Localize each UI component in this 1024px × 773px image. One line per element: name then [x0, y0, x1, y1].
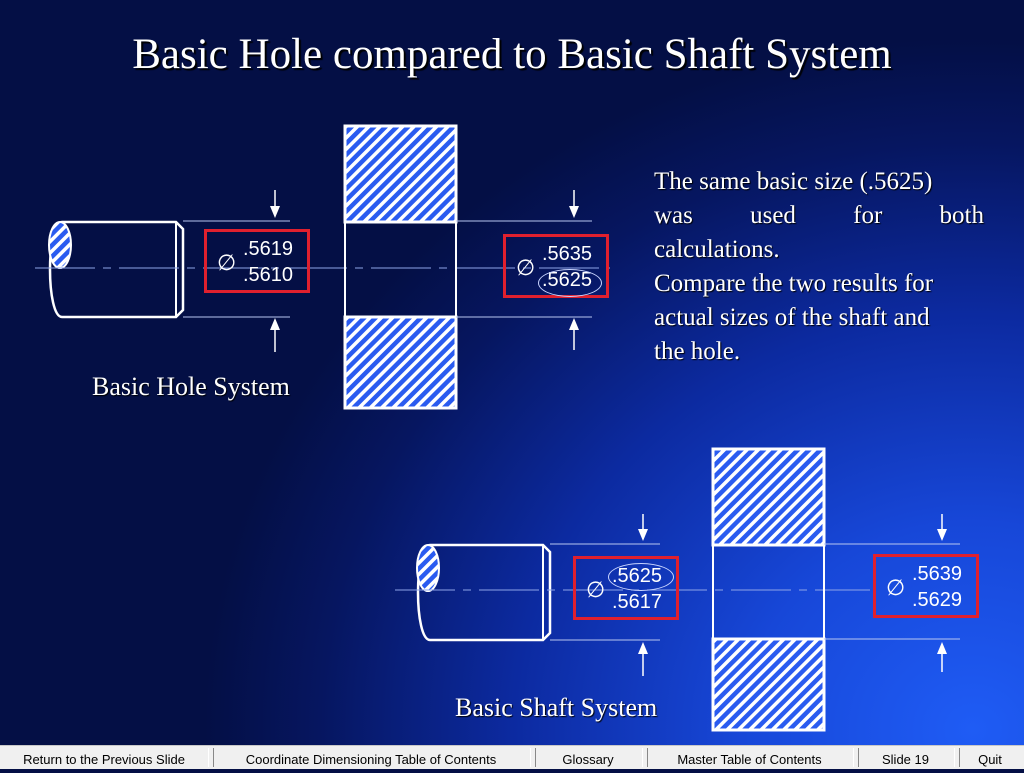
basic-hole-part	[345, 126, 456, 408]
basic-size-circle	[538, 269, 602, 297]
lower-limit: .5629	[912, 589, 963, 611]
note-line: was used for both	[654, 202, 984, 229]
note-line: The same basic size (.5625)	[654, 168, 933, 195]
nav-previous-slide-button[interactable]: Return to the Previous Slide	[23, 752, 185, 767]
lower-limit: .5610	[243, 264, 294, 286]
lower-limit-circled: .5625	[542, 269, 593, 291]
lower-limit: .5617	[612, 591, 663, 613]
note-line: calculations.	[654, 236, 780, 263]
nav-quit-button[interactable]: Quit	[978, 752, 1002, 767]
hole-system-shaft-dimension	[204, 229, 310, 293]
nav-separator	[642, 748, 648, 767]
navigation-bar	[0, 745, 1024, 769]
note-line: Compare the two results for	[654, 270, 934, 297]
nav-glossary-button[interactable]: Glossary	[562, 752, 614, 767]
basic-hole-shaft	[49, 222, 183, 317]
basic-shaft-caption: Basic Shaft System	[455, 693, 658, 722]
explanation-note	[654, 165, 984, 369]
nav-separator	[853, 748, 859, 767]
shaft-system-hole-dimension	[873, 554, 979, 618]
slide-title: Basic Hole compared to Basic Shaft System	[132, 31, 892, 78]
diameter-symbol: ∅	[886, 576, 906, 601]
upper-limit: .5635	[542, 243, 593, 265]
nav-master-toc-button[interactable]: Master Table of Contents	[677, 752, 822, 767]
note-line: the hole.	[654, 338, 741, 365]
nav-separator	[530, 748, 536, 767]
upper-limit: .5619	[243, 238, 294, 260]
basic-shaft-shaft	[417, 545, 550, 640]
diameter-symbol: ∅	[516, 256, 536, 281]
nav-separator	[208, 748, 214, 767]
basic-hole-caption: Basic Hole System	[92, 372, 290, 401]
note-line: actual sizes of the shaft and	[654, 304, 930, 331]
nav-separator	[954, 748, 960, 767]
shaft-system-shaft-dimension	[573, 556, 679, 620]
basic-size-circle	[608, 563, 674, 591]
diameter-symbol: ∅	[586, 578, 606, 603]
upper-limit-circled: .5625	[612, 565, 663, 587]
upper-limit: .5639	[912, 563, 963, 585]
hole-system-hole-dimension	[503, 234, 609, 298]
slide-number: Slide 19	[882, 752, 929, 767]
nav-toc-button[interactable]: Coordinate Dimensioning Table of Contents	[245, 752, 497, 767]
diameter-symbol: ∅	[217, 251, 237, 276]
